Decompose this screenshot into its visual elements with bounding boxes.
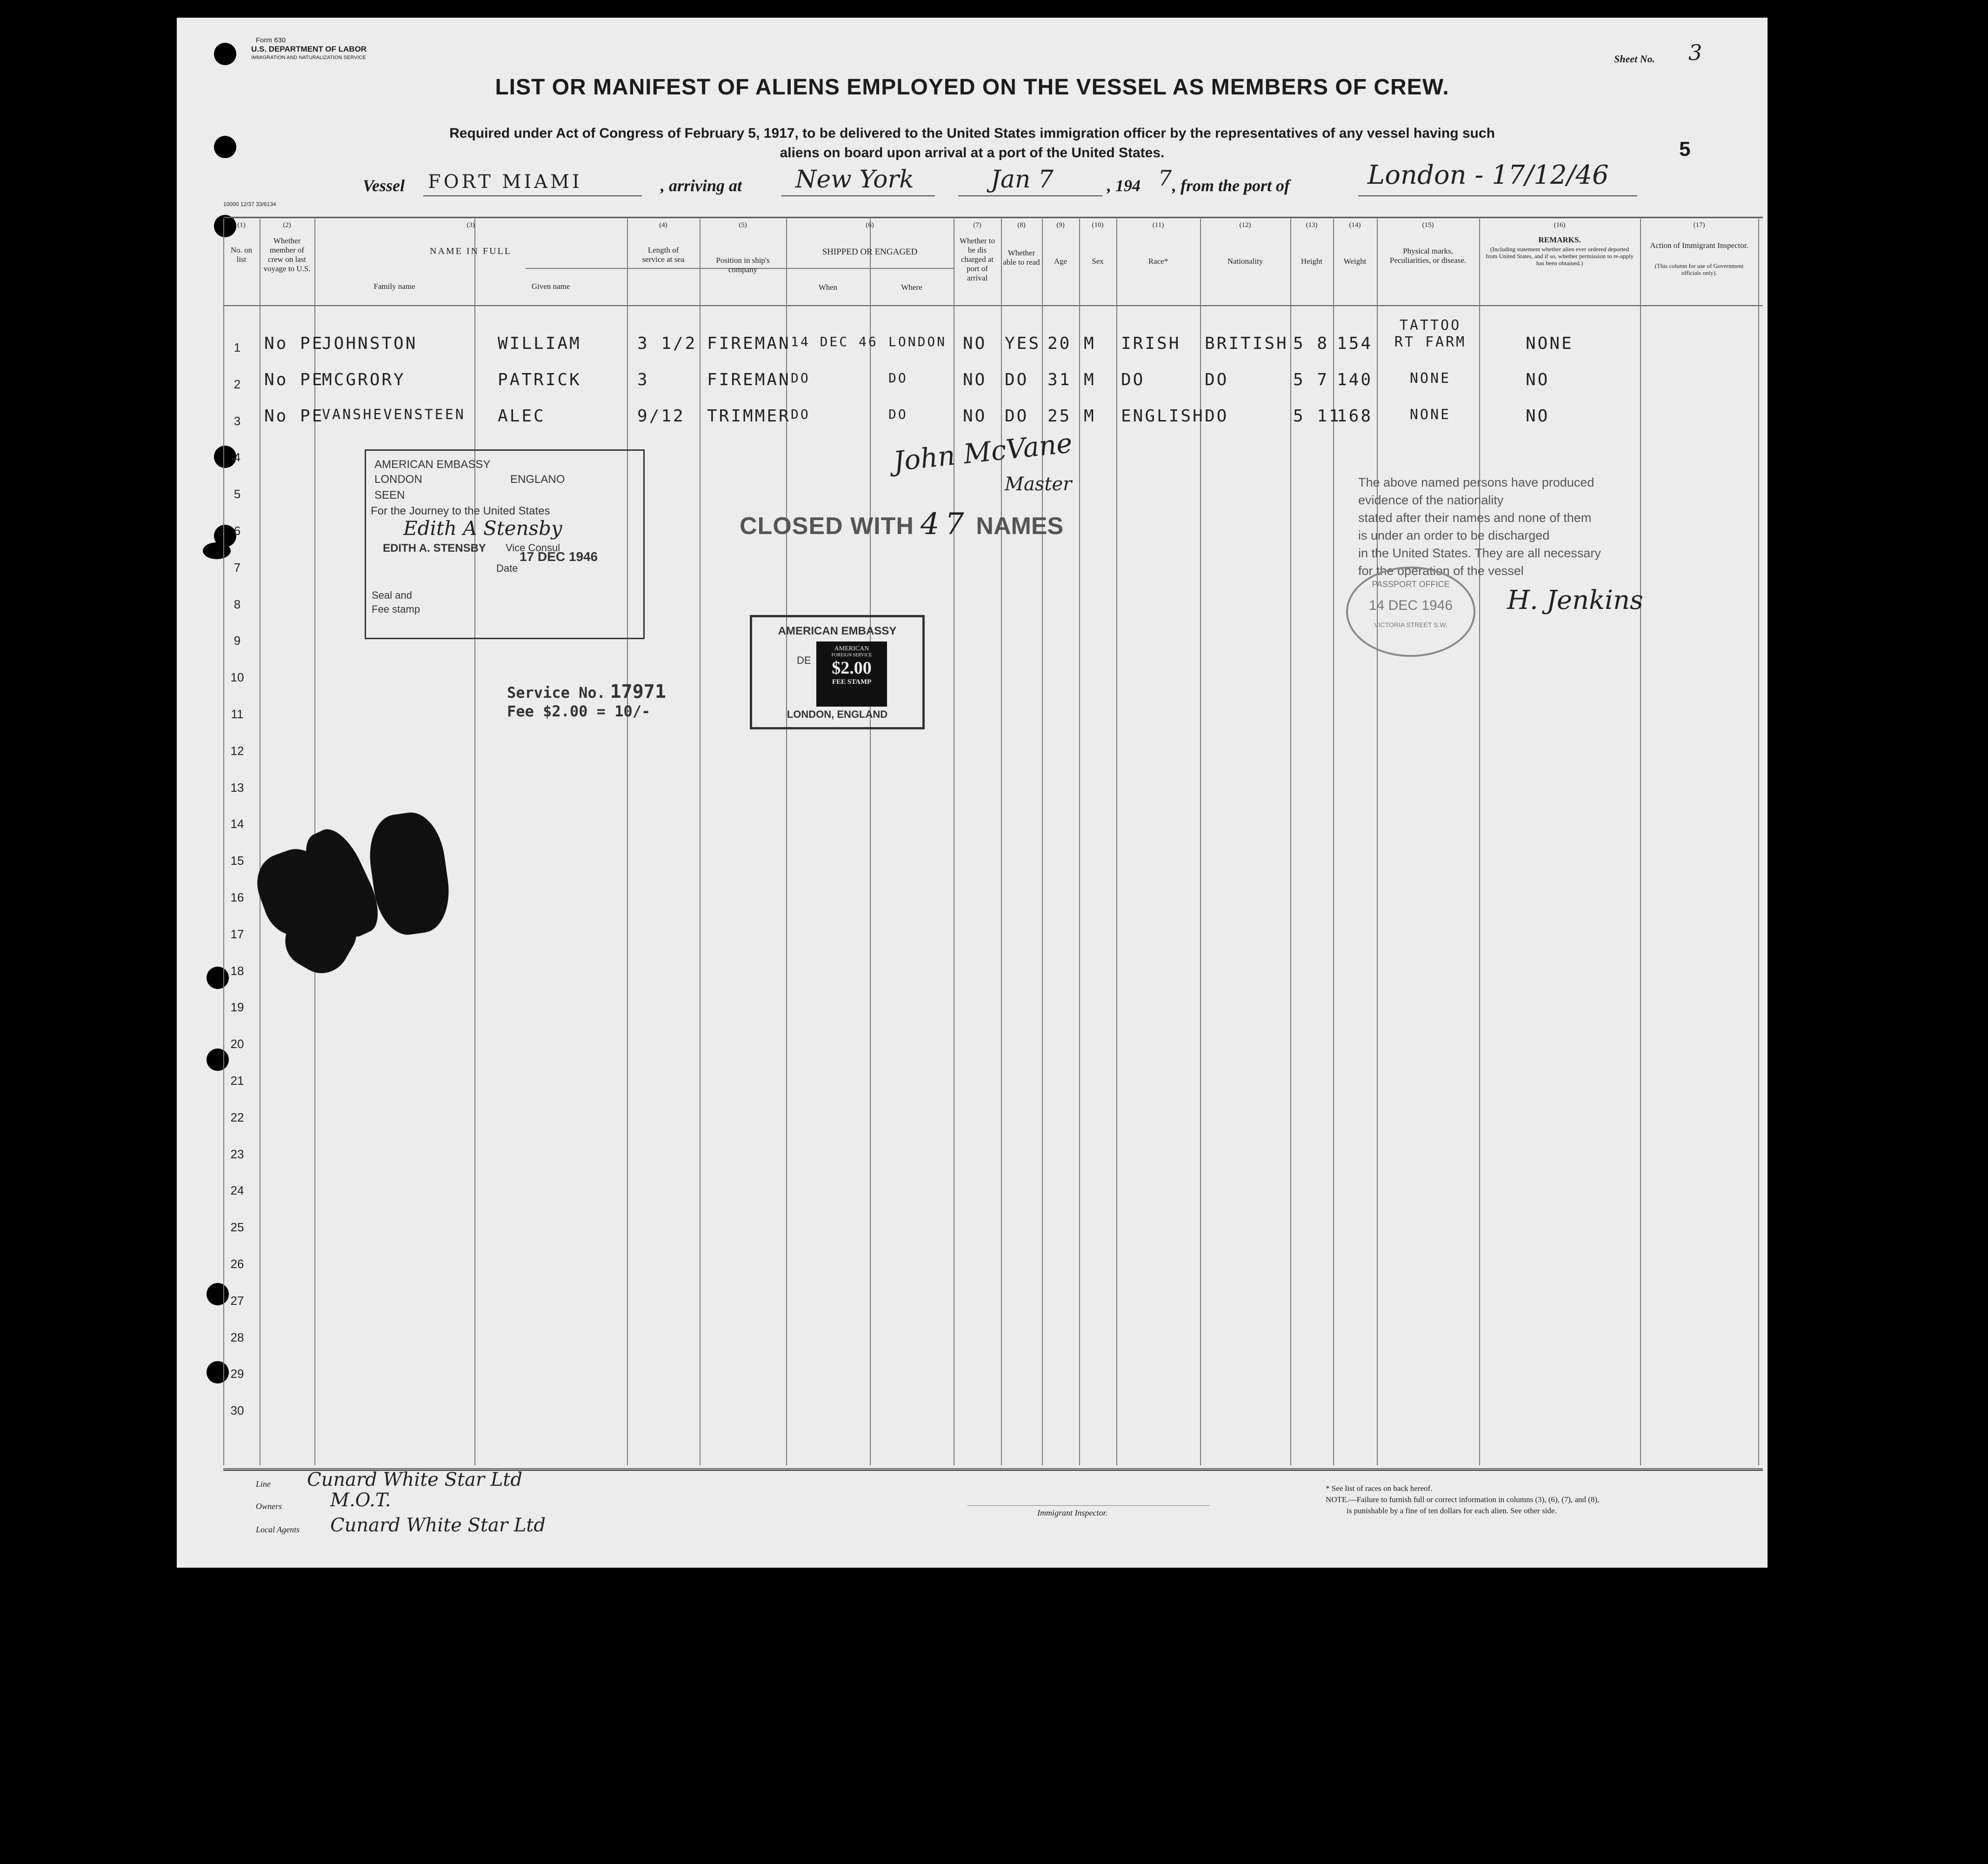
from-port: London - 17/12/46 (1368, 160, 1609, 190)
col-head-shipped: SHIPPED OR ENGAGED (822, 247, 918, 257)
age-cell: 25 (1047, 407, 1072, 426)
sex-cell: M (1084, 334, 1096, 353)
row-number: 25 (230, 1220, 244, 1235)
year-suffix: 7 (1158, 166, 1172, 191)
row-number: 26 (230, 1257, 244, 1271)
fee-stamp-top: AMERICAN EMBASSY (778, 625, 897, 637)
nationality-cell: DO (1205, 407, 1229, 426)
subhead-given: Given name (531, 282, 570, 291)
stamp-seen: SEEN (374, 489, 405, 501)
embassy-seen-stamp (365, 449, 645, 639)
physical-marks-cell: NONE (1409, 370, 1451, 387)
col-head-nationality: Nationality (1227, 257, 1263, 266)
row-number: 17 (230, 927, 244, 941)
subhead-when: When (818, 283, 838, 292)
weight-cell: 140 (1337, 370, 1373, 389)
stamp-city: LONDON (374, 473, 422, 486)
passport-office-oval-stamp (1346, 567, 1475, 657)
stamp-embassy: AMERICAN EMBASSY (374, 458, 491, 471)
service-fee: Fee $2.00 = 10/- (507, 702, 651, 720)
fee-stamp-label (816, 641, 887, 707)
page-title: LIST OR MANIFEST OF ALIENS EMPLOYED ON THE VESSEL AS MEMBERS OF CREW. (495, 75, 1449, 100)
consul-signature: Edith A Stensby (403, 517, 562, 540)
vessel-label: Vessel (363, 176, 405, 195)
position-cell: FIREMAN (707, 334, 791, 353)
family-name-cell: MCGRORY (322, 370, 406, 389)
service-label: Service No. (507, 684, 606, 702)
stamp-date: 17 DEC 1946 (520, 549, 598, 564)
height-cell: 5 11 (1293, 407, 1341, 426)
sheet-number: 3 (1688, 40, 1702, 65)
fee-stamp-de: DE (797, 655, 811, 666)
shipped-when-cell: DO (791, 407, 810, 422)
consul-name: EDITH A. STENSBY (383, 542, 486, 555)
able-to-read-cell: DO (1005, 407, 1029, 426)
col-num-14: (14) (1349, 221, 1361, 229)
sex-cell: M (1084, 407, 1096, 426)
row-number: 22 (230, 1110, 244, 1124)
races-note: * See list of races on back hereof. (1326, 1484, 1433, 1493)
closed-prefix: CLOSED WITH (740, 513, 914, 540)
certificate-text (1358, 474, 1601, 580)
certificate-line-4: is under an order to be discharged (1358, 528, 1550, 542)
col-head-no: No. on list (230, 246, 253, 264)
row-number: 5 (233, 487, 241, 501)
shipped-where-cell: DO (888, 370, 908, 386)
col-num-16: (16) (1554, 221, 1566, 229)
subtitle-line-1: Required under Act of Congress of February 5, 1917, to be delivered to the United States immigration officer by the representatives of any vessel having such (449, 126, 1495, 141)
col-head-action-note: (This column for use of Government officials only). (1654, 262, 1744, 276)
able-to-read-cell: DO (1005, 370, 1029, 389)
col-num-6: (6) (866, 221, 874, 229)
fine-note-2: is punishable by a fine of ten dollars for each alien. See other side. (1347, 1506, 1557, 1515)
row-number: 20 (230, 1037, 244, 1051)
oval-top: PASSPORT OFFICE (1372, 580, 1450, 589)
embassy-fee-stamp (750, 615, 925, 729)
col-num-2: (2) (283, 221, 291, 229)
row-number: 10 (230, 670, 244, 685)
fee-stamp-bottom: LONDON, ENGLAND (787, 708, 888, 720)
col-head-service: Length of service at sea (642, 246, 685, 264)
col-num-1: (1) (237, 221, 246, 229)
row-number: 29 (230, 1367, 244, 1381)
fee-stamp-value: $2.00 (832, 658, 872, 678)
col-num-17: (17) (1693, 221, 1705, 229)
col-num-10: (10) (1092, 221, 1104, 229)
service-length-cell: 3 1/2 (637, 334, 697, 353)
row-number: 1 (233, 341, 241, 354)
col-head-position: Position in ship's company (716, 256, 770, 274)
row-number: 24 (230, 1183, 244, 1198)
age-cell: 31 (1047, 370, 1072, 389)
page-mark: 5 (1679, 138, 1691, 160)
from-label: , from the port of (1172, 176, 1290, 195)
footer-owners-value: M.O.T. (330, 1490, 391, 1511)
stamp-date-label: Date (496, 562, 518, 574)
shipped-when-cell: DO (791, 370, 810, 386)
col-head-name: NAME IN FULL (430, 246, 512, 256)
service-number-block (507, 681, 666, 720)
row-number: 8 (233, 597, 241, 611)
arrival-date: Jan 7 (991, 166, 1054, 194)
arriving-port: New York (795, 166, 914, 194)
col-head-age: Age (1054, 257, 1067, 266)
col-num-7: (7) (973, 221, 981, 229)
closed-suffix: NAMES (976, 513, 1064, 540)
officer-signature: H. Jenkins (1507, 585, 1643, 615)
height-cell: 5 8 (1293, 334, 1329, 353)
shipped-where-cell: LONDON (888, 334, 947, 349)
row-number: 28 (230, 1330, 244, 1344)
footer-line-value: Cunard White Star Ltd (307, 1469, 522, 1490)
col-head-read: Whether able to read (1003, 248, 1040, 267)
department: U.S. DEPARTMENT OF LABOR (251, 45, 367, 53)
row-number: 11 (231, 707, 244, 721)
family-name-cell: JOHNSTON (322, 334, 418, 353)
fee-stamp-line2: FOREIGN SERVICE (831, 653, 872, 658)
race-cell: ENGLISH (1121, 407, 1205, 426)
print-code: 10000 12/37 33/6134 (223, 201, 276, 207)
col-num-9: (9) (1056, 221, 1065, 229)
last-voyage-cell: No PE (264, 407, 324, 426)
height-cell: 5 7 (1293, 370, 1329, 389)
col-head-action: Action of Immigrant Inspector. (1650, 241, 1748, 250)
footer-agents-label: Local Agents (256, 1525, 300, 1534)
stamp-country: ENGLANO (510, 473, 565, 486)
service-number: 17971 (610, 681, 666, 702)
fee-stamp-line1: AMERICAN (834, 645, 869, 652)
oval-date: 14 DEC 1946 (1368, 598, 1453, 613)
shipped-where-cell: DO (888, 407, 908, 422)
punch-hole (214, 43, 236, 65)
remarks-cell: NONE (1526, 334, 1574, 353)
row-number: 12 (230, 743, 244, 758)
col-head-last-voyage: Whether member of crew on last voyage to U.S. (263, 236, 311, 273)
col-num-15: (15) (1422, 221, 1434, 229)
oval-bottom: VICTORIA STREET S.W. (1374, 621, 1448, 628)
row-number: 30 (230, 1403, 244, 1418)
row-number: 27 (230, 1293, 244, 1308)
certificate-line-3: stated after their names and none of them (1358, 511, 1592, 525)
subtitle-line-2: aliens on board upon arrival at a port of the United States. (780, 145, 1165, 160)
position-cell: FIREMAN (707, 370, 791, 389)
discharged-cell: NO (963, 407, 987, 426)
row-number: 15 (230, 854, 244, 868)
manifest-sheet (177, 18, 1768, 1568)
weight-cell: 168 (1337, 407, 1373, 426)
sex-cell: M (1084, 370, 1096, 389)
certificate-line-2: evidence of the nationality (1358, 493, 1504, 507)
discharged-cell: NO (963, 334, 987, 353)
col-num-11: (11) (1152, 221, 1164, 229)
remarks-cell: NO (1526, 407, 1550, 426)
col-head-sex: Sex (1092, 257, 1104, 266)
table-frame (223, 217, 1763, 1471)
col-head-height: Height (1301, 257, 1323, 266)
able-to-read-cell: YES (1005, 334, 1041, 353)
given-name-cell: PATRICK (498, 370, 581, 389)
master-title: Master (1005, 474, 1072, 495)
col-head-weight: Weight (1343, 257, 1367, 266)
certificate-line-6: for the operation of the vessel (1358, 564, 1524, 578)
stamp-seal-1: Seal and (372, 589, 412, 601)
subhead-where: Where (901, 283, 922, 292)
service-name: IMMIGRATION AND NATURALIZATION SERVICE (251, 55, 366, 60)
col-num-3: (3) (467, 221, 475, 229)
stamp-seal-2: Fee stamp (372, 603, 420, 615)
certificate-line-5: in the United States. They are all necessary (1358, 546, 1601, 560)
certificate-line-1: The above named persons have produced (1358, 475, 1594, 489)
col-num-12: (12) (1239, 221, 1251, 229)
remarks-cell: NO (1526, 370, 1550, 389)
row-number: 21 (230, 1074, 244, 1088)
col-num-13: (13) (1306, 221, 1318, 229)
stamp-journey: For the Journey to the United States (371, 505, 550, 517)
row-number: 19 (230, 1000, 244, 1015)
row-number: 9 (233, 634, 241, 648)
col-head-remarks: REMARKS. (1538, 235, 1581, 244)
row-number: 7 (233, 560, 241, 575)
subhead-family: Family name (374, 282, 415, 291)
row-number: 18 (230, 963, 244, 978)
closed-count: 47 (920, 507, 970, 541)
vessel-name: FORT MIAMI (428, 171, 582, 193)
row-number: 6 (233, 524, 241, 538)
col-head-remarks-note: (Including statement whether alien ever ordered deported from United States, and if so, whether permission to re-apply has been obtained.) (1485, 246, 1634, 267)
col-num-4: (4) (659, 221, 667, 229)
nationality-cell: DO (1205, 370, 1229, 389)
row-number: 2 (233, 377, 241, 391)
footer-agents-value: Cunard White Star Ltd (330, 1515, 546, 1536)
row-number: 14 (230, 817, 244, 831)
col-num-5: (5) (739, 221, 747, 229)
given-name-cell: ALEC (498, 407, 546, 426)
family-name-cell: VANSHEVENSTEEN (322, 407, 466, 423)
given-name-cell: WILLIAM (498, 334, 581, 353)
race-cell: IRISH (1121, 334, 1181, 353)
fine-note-1: NOTE.—Failure to furnish full or correct information in columns (3), (6), (7), and (8), (1326, 1495, 1600, 1504)
last-voyage-cell: No PE (264, 370, 324, 389)
shipped-when-cell: 14 DEC 46 (791, 334, 878, 349)
row-number: 23 (230, 1147, 244, 1161)
physical-marks-cell: NONE (1409, 407, 1451, 423)
col-num-8: (8) (1017, 221, 1026, 229)
year-prefix: , 194 (1107, 176, 1141, 195)
service-length-cell: 3 (637, 370, 649, 389)
service-length-cell: 9/12 (637, 407, 685, 426)
row-number: 3 (233, 414, 241, 428)
closed-with-stamp (740, 507, 1063, 541)
race-cell: DO (1121, 370, 1145, 389)
weight-cell: 154 (1337, 334, 1373, 353)
discharged-cell: NO (963, 370, 987, 389)
master-signature: John McVane (892, 427, 1074, 477)
col-head-physical: Physical marks, Peculiarities, or disease. (1389, 247, 1467, 265)
footer-owners-label: Owners (256, 1502, 282, 1511)
physical-marks-cell: TATTOO RT FARM (1394, 317, 1467, 350)
consul-title: Vice Consul (506, 542, 560, 554)
row-number: 13 (230, 780, 244, 795)
inspector-label: Immigrant Inspector. (1037, 1508, 1107, 1517)
age-cell: 20 (1047, 334, 1072, 353)
last-voyage-cell: No PE (264, 334, 324, 353)
nationality-cell: BRITISH (1205, 334, 1288, 353)
row-number: 4 (233, 450, 241, 465)
form-number: Form 630 (256, 36, 286, 44)
row-number: 16 (230, 890, 244, 904)
sheet-label: Sheet No. (1614, 53, 1655, 65)
position-cell: TRIMMER (707, 407, 791, 426)
arriving-label: , arriving at (660, 176, 742, 195)
footer-line-label: Line (256, 1479, 271, 1489)
col-head-race: Race* (1148, 257, 1168, 266)
col-head-discharged: Whether to be dis charged at port of arrival (960, 236, 995, 282)
fee-stamp-line3: FEE STAMP (832, 678, 872, 686)
